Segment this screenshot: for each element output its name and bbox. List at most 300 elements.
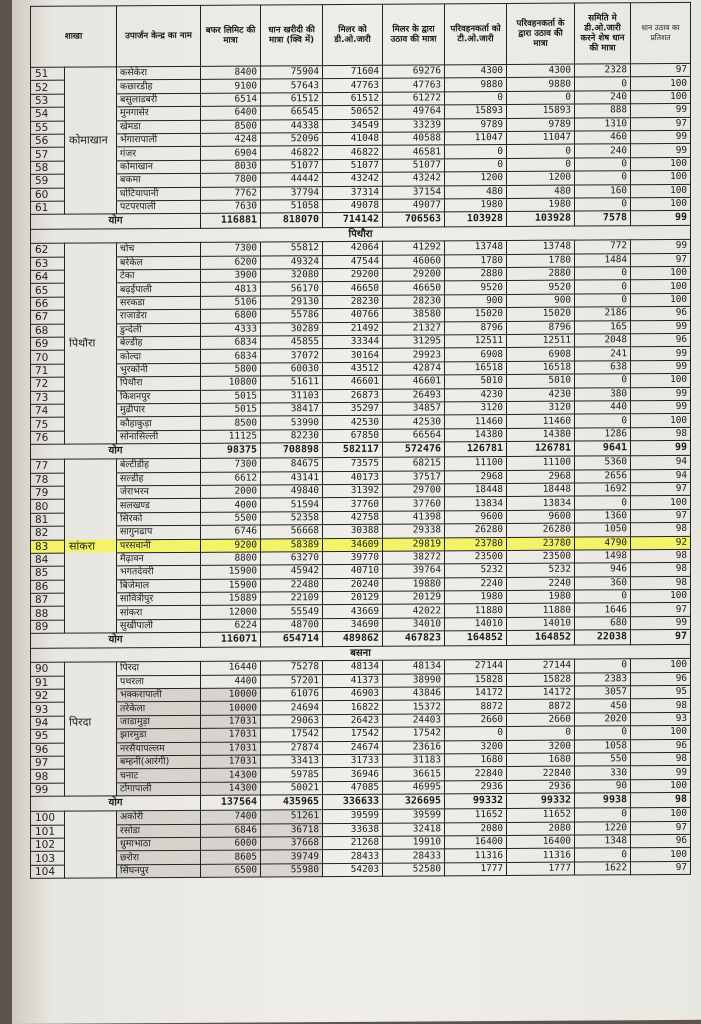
transporter-to: 15828: [445, 673, 507, 687]
remaining-paddy: 240: [575, 144, 631, 158]
miller-do: 54203: [323, 863, 383, 877]
branch-name: [65, 566, 117, 580]
branch-name: [65, 243, 117, 257]
remaining-paddy: 450: [575, 699, 631, 713]
branch-name: [65, 310, 117, 324]
miller-lifting: 38272: [383, 551, 445, 565]
branch-name: [65, 702, 117, 716]
transporter-to: 2080: [445, 822, 507, 836]
remaining-paddy: 4790: [575, 536, 631, 550]
remaining-paddy: 0: [575, 280, 631, 294]
branch-name: [65, 593, 117, 607]
lifting-percent: 99: [631, 130, 691, 144]
total-miller-do: 714142: [323, 213, 383, 228]
remaining-paddy: 0: [575, 590, 631, 604]
transporter-lifting: 8796: [507, 321, 575, 335]
paddy-purchase: 63270: [261, 551, 323, 565]
serial-no: 91: [31, 676, 65, 690]
remaining-paddy: 2048: [575, 334, 631, 348]
serial-no: 75: [31, 418, 65, 432]
lifting-percent: 99: [631, 766, 691, 780]
miller-do: 34609: [323, 538, 383, 552]
remaining-paddy: 2656: [575, 469, 631, 483]
transporter-to: 16518: [445, 361, 507, 375]
remaining-paddy: 440: [575, 401, 631, 415]
buffer-limit: 8500: [201, 120, 261, 134]
miller-do: 29200: [323, 268, 383, 282]
paddy-purchase: 50021: [261, 781, 323, 795]
miller-do: 50652: [323, 105, 383, 119]
header-paddy-purchase: धान खरीदी की मात्रा (क्वि में): [261, 5, 323, 66]
transporter-to: 8872: [445, 700, 507, 714]
paddy-purchase: 49324: [261, 255, 323, 269]
paddy-purchase: 55980: [261, 863, 323, 877]
center-name: डुन्देली: [117, 323, 201, 337]
transporter-lifting: 9520: [507, 281, 575, 295]
miller-lifting: 49764: [383, 105, 445, 119]
miller-lifting: 29819: [383, 537, 445, 551]
total-transporter-lifting: 103928: [507, 211, 575, 226]
total-miller-do: 582117: [323, 442, 383, 457]
total-miller-do: 336633: [323, 794, 383, 809]
lifting-percent: 97: [631, 482, 691, 496]
miller-lifting: 41292: [383, 241, 445, 255]
branch-name: [65, 67, 117, 81]
procurement-table-wrapper: [30, 2, 690, 879]
lifting-percent: 99: [631, 616, 691, 630]
miller-lifting: 31183: [383, 754, 445, 768]
branch-name: पिथौरा: [65, 337, 117, 351]
transporter-to: 13748: [445, 241, 507, 255]
miller-do: 28433: [323, 850, 383, 864]
transporter-to: 27144: [445, 660, 507, 674]
total-lifting-percent: 99: [631, 211, 691, 226]
transporter-to: 23780: [445, 537, 507, 551]
buffer-limit: 12000: [201, 605, 261, 619]
center-name: बढ़ईपाली: [117, 283, 201, 297]
transporter-to: 15893: [445, 105, 507, 119]
remaining-paddy: 2328: [575, 64, 631, 78]
miller-lifting: 48134: [383, 660, 445, 674]
paddy-purchase: 39749: [261, 850, 323, 864]
transporter-to: 4300: [445, 64, 507, 78]
center-name: भेंगारापाली: [117, 133, 201, 147]
miller-do: 46601: [323, 375, 383, 389]
transporter-to: 1200: [445, 172, 507, 186]
document-page: [12, 0, 701, 1024]
lifting-percent: 100: [631, 779, 691, 793]
transporter-lifting: 15828: [507, 673, 575, 687]
buffer-limit: 10000: [201, 688, 261, 702]
buffer-limit: 6200: [201, 256, 261, 270]
remaining-paddy: 1622: [575, 861, 631, 875]
total-paddy-purchase: 708898: [261, 443, 323, 458]
lifting-percent: 99: [631, 387, 691, 401]
serial-no: 85: [31, 566, 65, 580]
remaining-paddy: 3057: [575, 686, 631, 700]
center-name: सलखण्ड: [117, 499, 201, 513]
lifting-percent: 99: [631, 320, 691, 334]
serial-no: 61: [31, 201, 65, 215]
remaining-paddy: 1310: [575, 117, 631, 131]
miller-do: 31733: [323, 754, 383, 768]
center-name: मुढीपार: [117, 403, 201, 417]
center-name: पिरदा: [117, 662, 201, 676]
serial-no: 73: [31, 391, 65, 405]
miller-do: 33344: [323, 335, 383, 349]
miller-do: 41048: [323, 132, 383, 146]
miller-do: 47544: [323, 255, 383, 269]
serial-no: 62: [31, 243, 65, 257]
branch-name: [65, 851, 117, 865]
buffer-limit: 17031: [201, 742, 261, 756]
paddy-purchase: 75278: [261, 661, 323, 675]
center-name: चनाट: [117, 769, 201, 783]
transporter-to: 11316: [445, 849, 507, 863]
total-miller-do: 489862: [323, 631, 383, 646]
serial-no: 68: [31, 324, 65, 338]
total-transporter-lifting: 126781: [507, 441, 575, 456]
lifting-percent: 99: [631, 104, 691, 118]
buffer-limit: 9200: [201, 538, 261, 552]
serial-no: 81: [31, 513, 65, 527]
serial-no: 86: [31, 580, 65, 594]
transporter-to: 900: [445, 294, 507, 308]
remaining-paddy: 1692: [575, 483, 631, 497]
remaining-paddy: 638: [575, 361, 631, 375]
paddy-purchase: 51611: [261, 376, 323, 390]
branch-name: [65, 270, 117, 284]
miller-do: 20129: [323, 591, 383, 605]
header-transporter-to: परिवहनकर्ता को टी.ओ.जारी: [445, 3, 507, 64]
paddy-purchase: 53990: [261, 416, 323, 430]
remaining-paddy: 550: [575, 753, 631, 767]
branch-name: [65, 620, 117, 634]
center-name: बेल्टीडीह: [117, 459, 201, 473]
center-name: बम्हनी(आरंगी): [117, 755, 201, 769]
center-name: कोमाखान: [117, 160, 201, 174]
miller-do: 41373: [323, 674, 383, 688]
total-label: योग: [31, 795, 201, 811]
miller-do: 31392: [323, 484, 383, 498]
lifting-percent: 99: [631, 240, 691, 254]
miller-do: 48134: [323, 660, 383, 674]
branch-name: [65, 297, 117, 311]
buffer-limit: 6834: [201, 336, 261, 350]
transporter-to: 23500: [445, 550, 507, 564]
remaining-paddy: 0: [575, 171, 631, 185]
branch-name: [65, 513, 117, 527]
transporter-lifting: 18448: [507, 483, 575, 497]
remaining-paddy: 380: [575, 387, 631, 401]
lifting-percent: 96: [631, 739, 691, 753]
paddy-purchase: 27874: [261, 741, 323, 755]
paddy-purchase: 66545: [261, 106, 323, 120]
paddy-purchase: 24694: [261, 701, 323, 715]
remaining-paddy: 1286: [575, 427, 631, 441]
serial-no: 99: [31, 783, 65, 797]
serial-no: 57: [31, 148, 65, 162]
branch-name: [65, 431, 117, 445]
branch-name: [65, 729, 117, 743]
miller-do: 42758: [323, 511, 383, 525]
miller-lifting: 36615: [383, 767, 445, 781]
transporter-lifting: 14380: [507, 428, 575, 442]
paddy-purchase: 29130: [261, 295, 323, 309]
miller-lifting: 34857: [383, 402, 445, 416]
branch-name: [65, 147, 117, 161]
paddy-purchase: 29063: [261, 714, 323, 728]
lifting-percent: 100: [631, 496, 691, 510]
buffer-limit: 6500: [201, 864, 261, 878]
branch-name: [65, 257, 117, 271]
lifting-percent: 94: [631, 456, 691, 470]
buffer-limit: 6800: [201, 309, 261, 323]
miller-lifting: 37517: [383, 470, 445, 484]
miller-lifting: 46581: [383, 145, 445, 159]
remaining-paddy: 241: [575, 347, 631, 361]
transporter-to: 1780: [445, 254, 507, 268]
miller-do: 36946: [323, 768, 383, 782]
lifting-percent: 95: [631, 685, 691, 699]
serial-no: 71: [31, 364, 65, 378]
procurement-table: [30, 2, 691, 879]
buffer-limit: 6834: [201, 349, 261, 363]
lifting-percent: 96: [631, 307, 691, 321]
lifting-percent: 97: [631, 861, 691, 875]
transporter-lifting: 6908: [507, 347, 575, 361]
serial-no: 103: [31, 851, 65, 865]
transporter-lifting: 11047: [507, 131, 575, 145]
transporter-to: 14010: [445, 617, 507, 631]
serial-no: 52: [31, 81, 65, 95]
serial-no: 96: [31, 743, 65, 757]
transporter-lifting: 1680: [507, 753, 575, 767]
buffer-limit: 15900: [201, 579, 261, 593]
serial-no: 92: [31, 689, 65, 703]
branch-name: [65, 459, 117, 473]
total-lifting-percent: 99: [631, 441, 691, 456]
paddy-purchase: 43141: [261, 471, 323, 485]
lifting-percent: 97: [631, 603, 691, 617]
table-body: [31, 63, 691, 878]
remaining-paddy: 888: [575, 104, 631, 118]
buffer-limit: 6000: [201, 837, 261, 851]
transporter-to: 3200: [445, 740, 507, 754]
miller-do: 43512: [323, 362, 383, 376]
miller-lifting: 41398: [383, 511, 445, 525]
transporter-lifting: 9789: [507, 118, 575, 132]
buffer-limit: 3900: [201, 269, 261, 283]
center-name: छरोरा: [117, 851, 201, 865]
paddy-purchase: 55786: [261, 309, 323, 323]
remaining-paddy: 1484: [575, 253, 631, 267]
center-name: बिजेमाल: [117, 579, 201, 593]
transporter-lifting: 0: [507, 726, 575, 740]
remaining-paddy: 460: [575, 131, 631, 145]
lifting-percent: 98: [631, 522, 691, 536]
transporter-to: 14380: [445, 428, 507, 442]
branch-name: [65, 404, 117, 418]
miller-lifting: 29700: [383, 484, 445, 498]
buffer-limit: 7630: [201, 200, 261, 214]
center-name: चोच: [117, 243, 201, 257]
branch-name: [65, 742, 117, 756]
transporter-to: 26280: [445, 524, 507, 538]
miller-lifting: 61272: [383, 92, 445, 106]
buffer-limit: 16440: [201, 661, 261, 675]
branch-name: [65, 838, 117, 852]
lifting-percent: 96: [631, 333, 691, 347]
branch-name: [65, 472, 117, 486]
remaining-paddy: 2383: [575, 672, 631, 686]
center-name: पटपरपाली: [117, 200, 201, 214]
miller-do: 26873: [323, 389, 383, 403]
center-name: मुनगासेर: [117, 107, 201, 121]
serial-no: 76: [31, 431, 65, 445]
remaining-paddy: 0: [575, 414, 631, 428]
center-name: सिरको: [117, 512, 201, 526]
branch-name: [65, 675, 117, 689]
branch-name: [65, 283, 117, 297]
paddy-purchase: 59785: [261, 768, 323, 782]
miller-lifting: 47763: [383, 78, 445, 92]
total-label: योग: [31, 444, 201, 460]
serial-no: 90: [31, 662, 65, 676]
miller-lifting: 43846: [383, 687, 445, 701]
paddy-purchase: 22480: [261, 578, 323, 592]
lifting-percent: 99: [631, 360, 691, 374]
transporter-lifting: 9880: [507, 77, 575, 91]
transporter-to: 0: [445, 158, 507, 172]
center-name: सल्डीह: [117, 472, 201, 486]
remaining-paddy: 0: [575, 294, 631, 308]
center-name: बेल्डीह: [117, 336, 201, 350]
branch-name: [65, 580, 117, 594]
miller-lifting: 42874: [383, 362, 445, 376]
miller-do: 49078: [323, 199, 383, 213]
branch-name: [65, 865, 117, 879]
paddy-purchase: 37794: [261, 186, 323, 200]
serial-no: 102: [31, 838, 65, 852]
paddy-purchase: 51261: [261, 810, 323, 824]
serial-no: 94: [31, 716, 65, 730]
serial-no: 64: [31, 270, 65, 284]
remaining-paddy: 0: [575, 267, 631, 281]
buffer-limit: 14300: [201, 768, 261, 782]
paddy-purchase: 57201: [261, 674, 323, 688]
transporter-lifting: 4300: [507, 64, 575, 78]
serial-no: 89: [31, 620, 65, 634]
miller-lifting: 29200: [383, 268, 445, 282]
paddy-purchase: 45942: [261, 565, 323, 579]
paddy-purchase: 58389: [261, 538, 323, 552]
buffer-limit: 4333: [201, 323, 261, 337]
lifting-percent: 98: [631, 427, 691, 441]
serial-no: 55: [31, 121, 65, 135]
lifting-percent: 99: [631, 400, 691, 414]
center-name: कौहाकुड़ा: [117, 417, 201, 431]
buffer-limit: 7400: [201, 810, 261, 824]
transporter-lifting: 1980: [507, 198, 575, 212]
branch-name: [65, 783, 117, 797]
transporter-to: 5010: [445, 375, 507, 389]
transporter-lifting: 13834: [507, 496, 575, 510]
lifting-percent: 100: [631, 414, 691, 428]
total-transporter-to: 164852: [445, 631, 507, 646]
paddy-purchase: 22109: [261, 592, 323, 606]
branch-name: [65, 377, 117, 391]
miller-do: 28230: [323, 295, 383, 309]
total-label: योग: [31, 214, 201, 230]
miller-do: 26423: [323, 714, 383, 728]
serial-no: 70: [31, 351, 65, 365]
center-name: परसवानी: [117, 539, 201, 553]
transporter-lifting: 5232: [507, 563, 575, 577]
transporter-lifting: 15020: [507, 307, 575, 321]
total-transporter-lifting: 164852: [507, 630, 575, 645]
transporter-lifting: 11652: [507, 808, 575, 822]
section-title: बसना: [31, 645, 691, 663]
serial-no: 87: [31, 593, 65, 607]
buffer-limit: 9100: [201, 79, 261, 93]
lifting-percent: 97: [631, 63, 691, 77]
total-remaining-paddy: 9641: [575, 441, 631, 456]
remaining-paddy: 360: [575, 576, 631, 590]
remaining-paddy: 0: [575, 198, 631, 212]
total-buffer-limit: 137564: [201, 795, 261, 810]
miller-do: 42530: [323, 416, 383, 430]
header-remaining-paddy: समिति मे डी.ओ.जारी करने शेष धान की मात्रा: [575, 3, 631, 64]
lifting-percent: 100: [631, 589, 691, 603]
branch-name: [65, 390, 117, 404]
transporter-lifting: 16518: [507, 361, 575, 375]
paddy-purchase: 51058: [261, 200, 323, 214]
buffer-limit: 5106: [201, 296, 261, 310]
transporter-lifting: 14010: [507, 617, 575, 631]
buffer-limit: 14300: [201, 782, 261, 796]
total-miller-lifting: 467823: [383, 631, 445, 646]
transporter-lifting: 1200: [507, 171, 575, 185]
transporter-lifting: 16400: [507, 835, 575, 849]
center-name: मैढ़ावन: [117, 552, 201, 566]
buffer-limit: 11125: [201, 430, 261, 444]
miller-do: 40766: [323, 308, 383, 322]
transporter-to: 2968: [445, 470, 507, 484]
branch-name: [65, 499, 117, 513]
branch-name: [65, 756, 117, 770]
serial-no: 104: [31, 865, 65, 879]
transporter-to: 0: [445, 145, 507, 159]
transporter-to: 9520: [445, 281, 507, 295]
serial-no: 93: [31, 703, 65, 717]
miller-lifting: 15372: [383, 700, 445, 714]
transporter-lifting: 2080: [507, 822, 575, 836]
lifting-percent: 93: [631, 712, 691, 726]
total-lifting-percent: 98: [631, 792, 691, 807]
lifting-percent: 100: [631, 280, 691, 294]
miller-do: 46822: [323, 146, 383, 160]
paddy-purchase: 61076: [261, 688, 323, 702]
lifting-percent: 100: [631, 726, 691, 740]
transporter-lifting: 12511: [507, 334, 575, 348]
transporter-lifting: 1777: [507, 862, 575, 876]
transporter-to: 11460: [445, 415, 507, 429]
serial-no: 58: [31, 161, 65, 175]
serial-no: 88: [31, 607, 65, 621]
branch-name: [65, 689, 117, 703]
miller-lifting: 26493: [383, 388, 445, 402]
